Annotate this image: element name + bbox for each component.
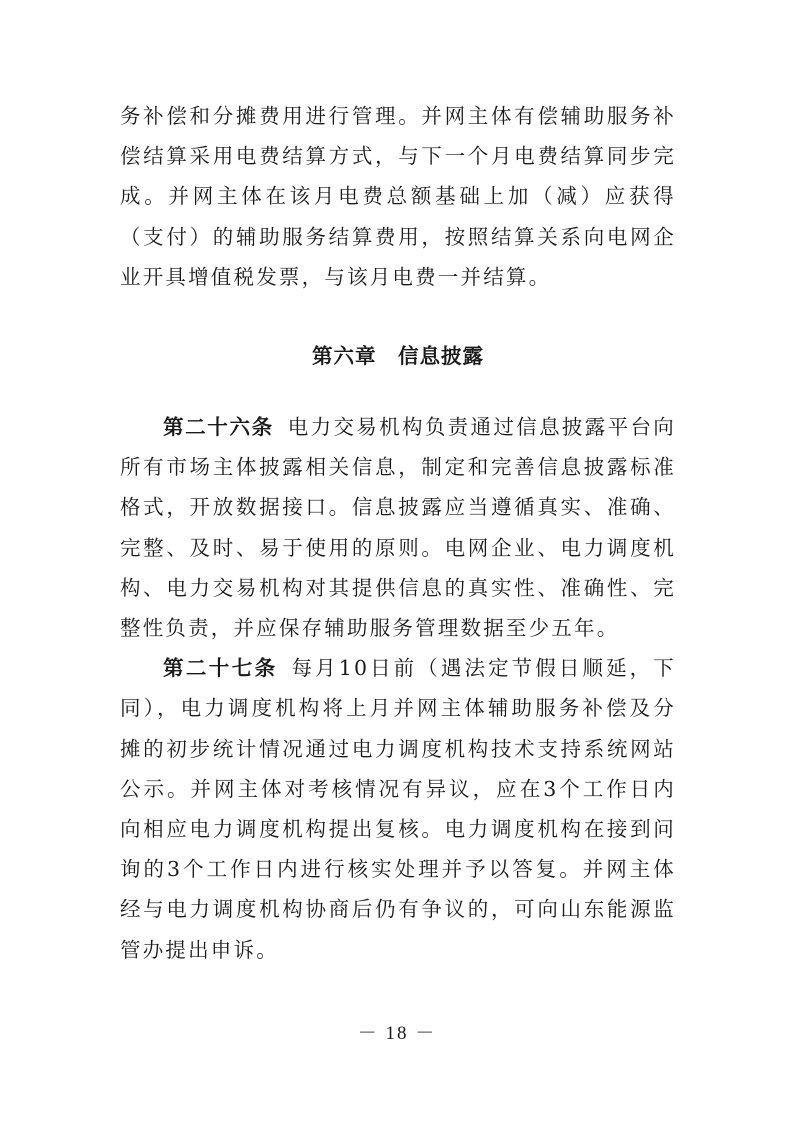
chapter-heading: 第六章 信息披露 <box>312 344 484 369</box>
continued-paragraph: 务补偿和分摊费用进行管理。并网主体有偿辅助服务补偿结算采用电费结算方式，与下一个月电费结算同步完成。并网主体在该月电费总额基础上加（减）应获得（支付）的辅助服务结算费用，按照结算关系向电网企业开具增值税发票，与该月电费一并结算。 <box>120 104 676 289</box>
article-label: 第二十七条 <box>163 656 278 681</box>
article-26 <box>120 407 676 648</box>
page-number: － 18 － <box>357 1023 437 1044</box>
document-page <box>120 96 676 970</box>
article-27 <box>120 648 676 970</box>
article-label: 第二十六条 <box>163 415 274 440</box>
article-text: 每月10日前（遇法定节假日顺延，下同），电力调度机构将上月并网主体辅助服务补偿及分摊的初步统计情况通过电力调度机构技术支持系统网站公示。并网主体对考核情况有异议，应在3个工作日内向相应电力调度机构提出复核。电力调度机构在接到问询的3个工作日内进行核实处理并予以答复。并网主体经与电力调度机构协商后仍有争议的，可向山东能源监管办提出申诉。 <box>120 656 676 962</box>
article-text: 电力交易机构负责通过信息披露平台向所有市场主体披露相关信息，制定和完善信息披露标准格式，开放数据接口。信息披露应当遵循真实、准确、完整、及时、易于使用的原则。电网企业、电力调度机构、电力交易机构对其提供信息的真实性、准确性、完整性负责，并应保存辅助服务管理数据至少五年。 <box>120 415 677 641</box>
